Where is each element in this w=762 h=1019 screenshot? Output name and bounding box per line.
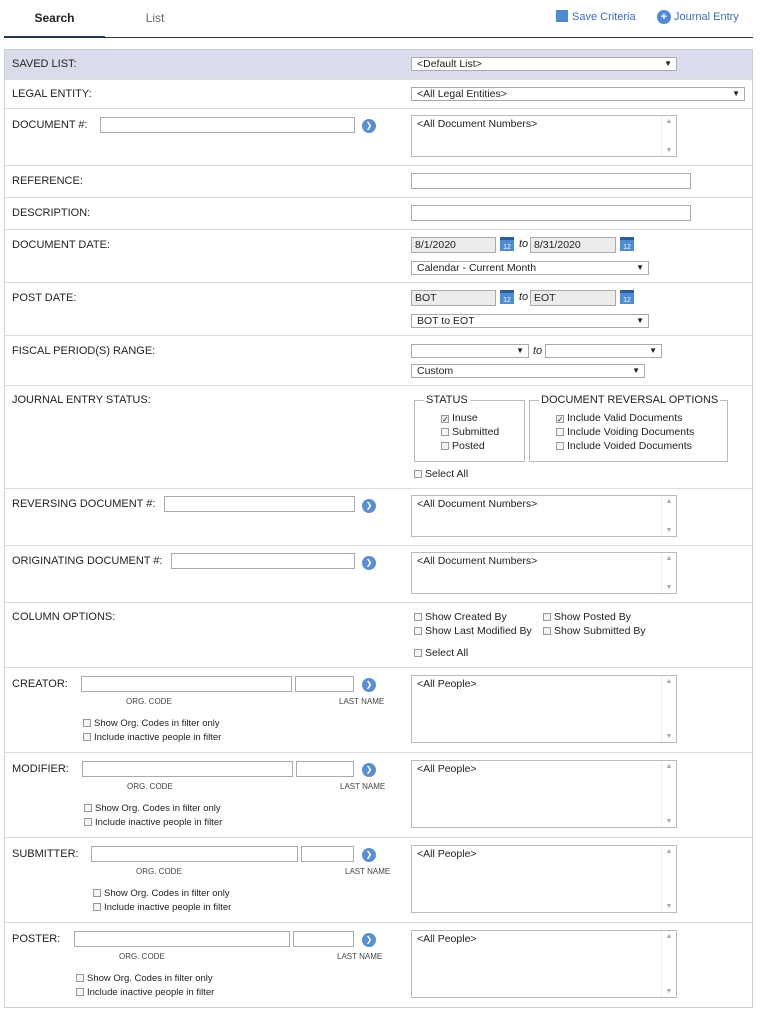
originating-list[interactable]	[411, 552, 677, 594]
checkbox-label: Show Last Modified By	[425, 625, 532, 637]
scrollbar[interactable]: ▲ ▼	[661, 496, 676, 536]
checkbox-label: Inuse	[452, 412, 478, 424]
submitter-last-name-input[interactable]	[301, 846, 354, 862]
checkbox-label: Show Org. Codes in filter only	[104, 888, 230, 899]
checkbox-icon	[76, 974, 84, 982]
checkbox-icon	[414, 627, 422, 635]
checkbox-icon	[76, 988, 84, 996]
checkbox-icon	[414, 613, 422, 621]
show-submitted-by-checkbox[interactable]	[543, 625, 646, 637]
checkbox-icon	[543, 627, 551, 635]
tab-search[interactable]: Search	[4, 0, 105, 38]
checkbox-label: Posted	[452, 440, 485, 452]
status-submitted-checkbox[interactable]	[441, 426, 499, 438]
show-posted-by-checkbox[interactable]	[543, 611, 631, 623]
document-date-range-select[interactable]: Calendar - Current Month ▼	[411, 261, 649, 275]
submitter-people-list[interactable]	[411, 845, 677, 913]
submitter-show-org-checkbox[interactable]	[93, 888, 230, 899]
checkbox-label: Include Voided Documents	[567, 440, 692, 452]
status-select-all-checkbox[interactable]	[414, 468, 468, 480]
checkbox-label: Include inactive people in filter	[104, 902, 232, 913]
post-date-row	[5, 283, 752, 336]
go-arrow-icon[interactable]: ❯	[362, 848, 376, 862]
scrollbar[interactable]: ▲ ▼	[661, 761, 676, 827]
scrollbar[interactable]: ▲ ▼	[661, 931, 676, 997]
calendar-icon[interactable]: 12	[500, 237, 514, 251]
saved-list-label: SAVED LIST:	[12, 58, 77, 70]
org-code-caption: ORG. CODE	[136, 867, 182, 876]
modifier-show-org-checkbox[interactable]	[84, 803, 221, 814]
scrollbar[interactable]: ▲ ▼	[661, 116, 676, 156]
checkbox-label: Select All	[425, 647, 469, 659]
document-date-label: DOCUMENT DATE:	[12, 239, 110, 251]
include-voided-checkbox[interactable]	[556, 440, 692, 452]
document-date-row	[5, 230, 752, 283]
checkbox-label: Include inactive people in filter	[94, 732, 222, 743]
submitter-include-inactive-checkbox[interactable]	[93, 902, 231, 913]
checkbox-icon	[441, 428, 449, 436]
document-date-to[interactable]: 8/31/2020	[530, 237, 616, 253]
go-arrow-icon[interactable]: ❯	[362, 119, 376, 133]
org-code-caption: ORG. CODE	[127, 782, 173, 791]
show-last-modified-by-checkbox[interactable]	[414, 625, 532, 637]
reversing-label: REVERSING DOCUMENT #:	[12, 498, 156, 510]
submitter-row	[5, 838, 752, 923]
reference-input[interactable]	[411, 173, 691, 189]
include-voiding-checkbox[interactable]	[556, 426, 694, 438]
save-criteria-button[interactable]	[556, 10, 636, 23]
document-label: DOCUMENT #:	[12, 119, 88, 131]
legal-entity-select[interactable]: <All Legal Entities> ▼	[411, 87, 745, 101]
checkbox-label: Show Submitted By	[554, 625, 646, 637]
checkbox-label: Submitted	[452, 426, 500, 438]
checkbox-icon	[441, 442, 449, 450]
status-title: STATUS	[426, 394, 468, 406]
modifier-label: MODIFIER:	[12, 763, 69, 775]
poster-people-list[interactable]	[411, 930, 677, 998]
description-row	[5, 198, 752, 230]
fiscal-period-from-select[interactable]	[411, 344, 529, 358]
checkbox-icon	[84, 804, 92, 812]
poster-row	[5, 923, 752, 1008]
creator-label: CREATOR:	[12, 678, 68, 690]
checkbox-icon	[414, 470, 422, 478]
originating-label: ORIGINATING DOCUMENT #:	[12, 555, 163, 567]
tab-divider	[4, 37, 753, 38]
post-date-range-select[interactable]: BOT to EOT ▼	[411, 314, 649, 328]
last-name-caption: LAST NAME	[337, 952, 383, 961]
reversal-options-title: DOCUMENT REVERSAL OPTIONS	[541, 394, 719, 406]
saved-list-select[interactable]: <Default List> ▼	[411, 57, 677, 71]
go-arrow-icon[interactable]: ❯	[362, 763, 376, 777]
save-criteria-label: Save Criteria	[572, 11, 636, 23]
poster-org-code-input[interactable]	[74, 931, 290, 947]
reference-label: REFERENCE:	[12, 175, 83, 187]
checkbox-label: Include inactive people in filter	[87, 987, 215, 998]
checkbox-icon: ✓	[557, 415, 564, 424]
document-row	[5, 109, 752, 166]
tab-list[interactable]: List	[145, 11, 165, 25]
checkbox-icon	[93, 889, 101, 897]
journal-entry-label: Journal Entry	[674, 11, 739, 23]
checkbox-icon	[556, 428, 564, 436]
last-name-caption: LAST NAME	[340, 782, 386, 791]
description-input[interactable]	[411, 205, 691, 221]
reversing-input[interactable]	[164, 496, 355, 512]
originating-input[interactable]	[171, 553, 355, 569]
checkbox-icon	[93, 903, 101, 911]
reversing-list-value: <All Document Numbers>	[417, 498, 538, 510]
document-input[interactable]	[100, 117, 355, 133]
modifier-row	[5, 753, 752, 838]
to-separator: to	[533, 345, 543, 357]
journal-entry-button[interactable]	[657, 10, 739, 24]
reversing-row	[5, 489, 752, 546]
calendar-icon[interactable]: 12	[500, 290, 514, 304]
people-list-value: <All People>	[417, 763, 477, 775]
checkbox-icon	[84, 818, 92, 826]
search-form	[4, 49, 753, 1008]
poster-show-org-checkbox[interactable]	[76, 973, 213, 984]
show-created-by-checkbox[interactable]	[414, 611, 507, 623]
creator-show-org-checkbox[interactable]	[83, 718, 220, 729]
people-list-value: <All People>	[417, 848, 477, 860]
go-arrow-icon[interactable]: ❯	[362, 556, 376, 570]
checkbox-icon	[556, 442, 564, 450]
legal-entity-row	[5, 80, 752, 109]
fiscal-period-row	[5, 336, 752, 386]
column-options-row	[5, 603, 752, 668]
reference-row	[5, 166, 752, 198]
post-date-from[interactable]: BOT	[411, 290, 496, 306]
modifier-people-list[interactable]	[411, 760, 677, 828]
modifier-include-inactive-checkbox[interactable]	[84, 817, 222, 828]
poster-include-inactive-checkbox[interactable]	[76, 987, 214, 998]
status-posted-checkbox[interactable]	[441, 440, 485, 452]
submitter-org-code-input[interactable]	[91, 846, 298, 862]
post-date-label: POST DATE:	[12, 292, 77, 304]
document-list-value: <All Document Numbers>	[417, 118, 538, 130]
originating-row	[5, 546, 752, 603]
scrollbar[interactable]: ▲ ▼	[661, 846, 676, 912]
modifier-org-code-input[interactable]	[82, 761, 293, 777]
creator-row	[5, 668, 752, 753]
saved-list-row	[5, 50, 752, 80]
originating-list-value: <All Document Numbers>	[417, 555, 538, 567]
checkbox-label: Show Org. Codes in filter only	[95, 803, 221, 814]
poster-last-name-input[interactable]	[293, 931, 354, 947]
checkbox-label: Include Voiding Documents	[567, 426, 695, 438]
checkbox-label: Include Valid Documents	[567, 412, 683, 424]
to-separator: to	[519, 291, 529, 303]
poster-label: POSTER:	[12, 933, 61, 945]
checkbox-label: Show Created By	[425, 611, 507, 623]
post-date-to[interactable]: EOT	[530, 290, 616, 306]
scrollbar[interactable]: ▲ ▼	[661, 676, 676, 742]
go-arrow-icon[interactable]: ❯	[362, 678, 376, 692]
last-name-caption: LAST NAME	[345, 867, 391, 876]
checkbox-icon	[543, 613, 551, 621]
creator-org-code-input[interactable]	[81, 676, 292, 692]
checkbox-label: Show Posted By	[554, 611, 632, 623]
checkbox-label: Show Org. Codes in filter only	[87, 973, 213, 984]
document-date-from[interactable]: 8/1/2020	[411, 237, 496, 253]
creator-include-inactive-checkbox[interactable]	[83, 732, 221, 743]
calendar-icon[interactable]: 12	[620, 290, 634, 304]
description-label: DESCRIPTION:	[12, 207, 91, 219]
plus-circle-icon: +	[657, 10, 671, 24]
org-code-caption: ORG. CODE	[126, 697, 172, 706]
creator-people-list[interactable]	[411, 675, 677, 743]
checkbox-icon: ✓	[442, 415, 449, 424]
checkbox-icon	[83, 719, 91, 727]
checkbox-label: Include inactive people in filter	[95, 817, 223, 828]
fiscal-period-range-select[interactable]: Custom ▼	[411, 364, 645, 378]
legal-entity-label: LEGAL ENTITY:	[12, 88, 92, 100]
submitter-label: SUBMITTER:	[12, 848, 79, 860]
fiscal-period-label: FISCAL PERIOD(S) RANGE:	[12, 345, 156, 357]
modifier-last-name-input[interactable]	[296, 761, 354, 777]
column-options-label: COLUMN OPTIONS:	[12, 611, 116, 623]
reversing-list[interactable]	[411, 495, 677, 537]
fiscal-period-to-select[interactable]	[545, 344, 662, 358]
go-arrow-icon[interactable]: ❯	[362, 933, 376, 947]
people-list-value: <All People>	[417, 933, 477, 945]
creator-last-name-input[interactable]	[295, 676, 354, 692]
checkbox-icon	[83, 733, 91, 741]
floppy-icon	[556, 10, 568, 22]
to-separator: to	[519, 238, 529, 250]
scrollbar[interactable]: ▲ ▼	[661, 553, 676, 593]
include-valid-checkbox[interactable]	[556, 412, 682, 424]
je-status-row	[5, 386, 752, 489]
people-list-value: <All People>	[417, 678, 477, 690]
document-list[interactable]	[411, 115, 677, 157]
columns-select-all-checkbox[interactable]	[414, 647, 468, 659]
calendar-icon[interactable]: 12	[620, 237, 634, 251]
checkbox-label: Show Org. Codes in filter only	[94, 718, 220, 729]
go-arrow-icon[interactable]: ❯	[362, 499, 376, 513]
je-status-label: JOURNAL ENTRY STATUS:	[12, 394, 151, 406]
org-code-caption: ORG. CODE	[119, 952, 165, 961]
checkbox-label: Select All	[425, 468, 469, 480]
checkbox-icon	[414, 649, 422, 657]
status-inuse-checkbox[interactable]	[441, 412, 478, 424]
last-name-caption: LAST NAME	[339, 697, 385, 706]
